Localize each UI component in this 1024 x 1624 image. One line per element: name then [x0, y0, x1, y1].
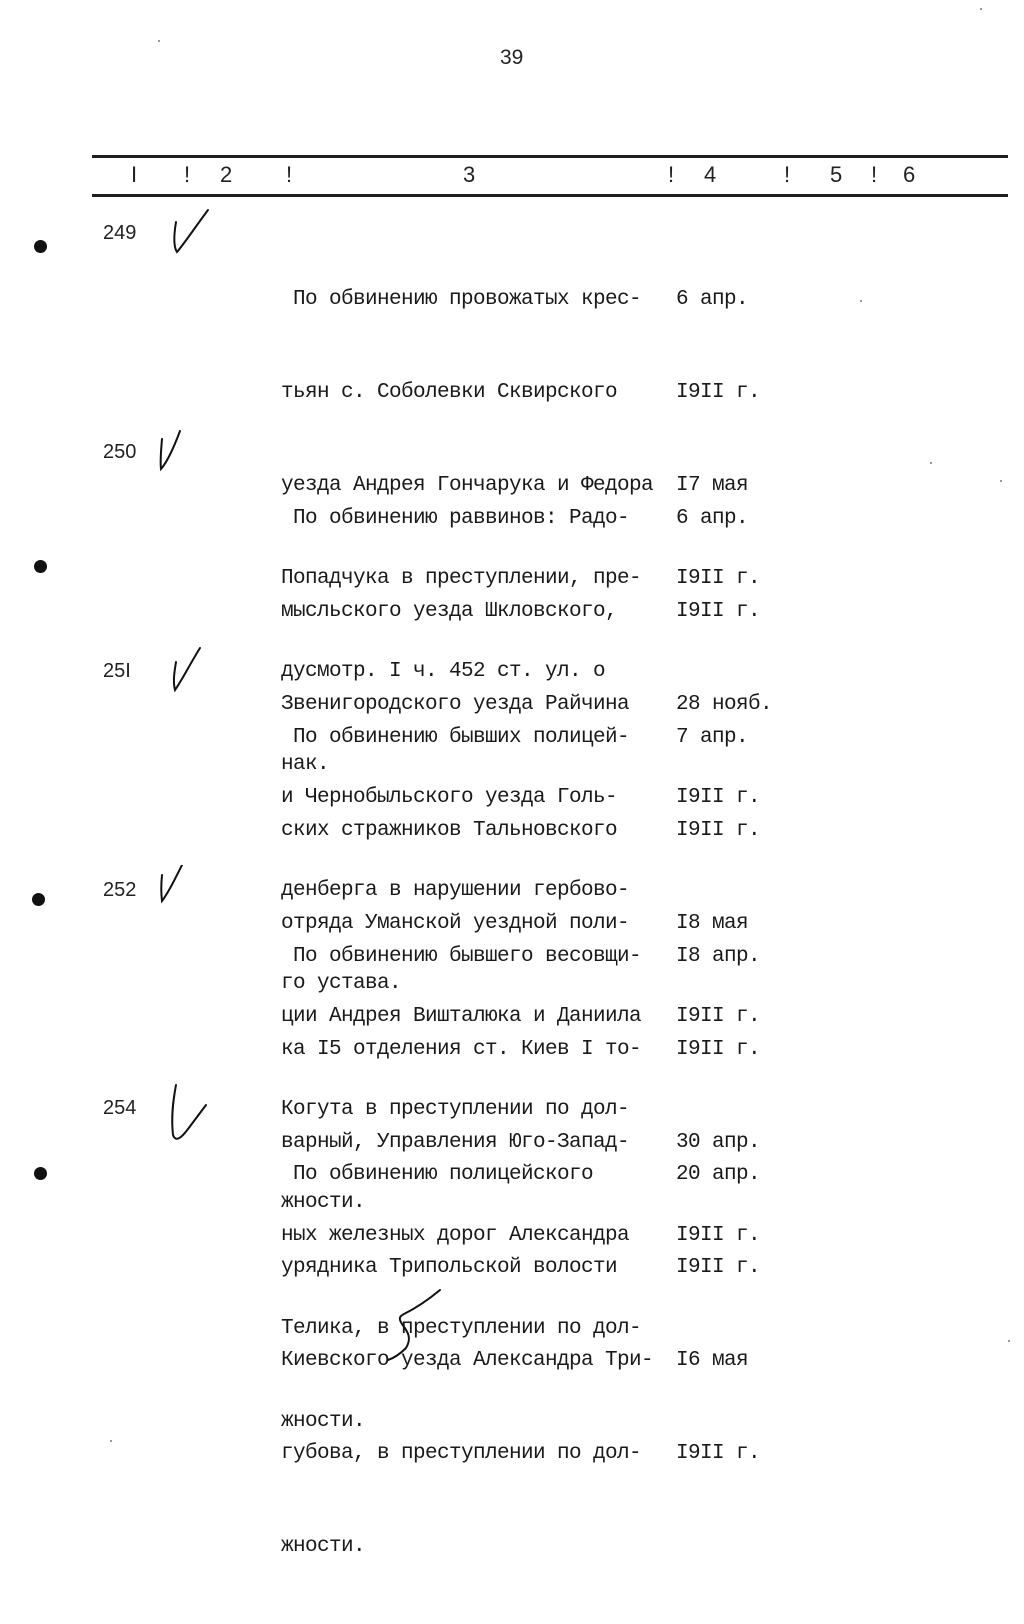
record-description [281, 1097, 653, 1624]
description-line: По обвинению бывшего весовщи- [281, 945, 642, 968]
date-line: I6 мая [676, 1349, 749, 1372]
scan-speck [1000, 480, 1002, 482]
description-line: По обвинению полицейского [281, 1163, 594, 1186]
date-line: I8 мая [676, 912, 749, 935]
handwritten-check-icon [168, 208, 214, 260]
handwritten-check-icon [164, 646, 210, 698]
description-line: нак. [281, 753, 330, 776]
description-line: отряда Уманской уездной поли- [281, 912, 630, 935]
description-line: и Чернобыльского уезда Голь- [281, 786, 618, 809]
scan-speck [980, 8, 982, 10]
description-line: ских стражников Тальновского [281, 819, 618, 842]
handwritten-sheet-number [382, 1288, 452, 1368]
description-line: ции Андрея Вишталюка и Даниила [281, 1005, 642, 1028]
date-line: 20 апр. [676, 1163, 761, 1186]
date-line: I7 мая [676, 474, 749, 497]
header-col-1: I [131, 162, 138, 187]
record-number: 250 [103, 441, 137, 463]
punch-hole-mark [34, 240, 47, 253]
date-line: I9II г. [676, 381, 761, 404]
description-line: Телика, в преступлении по дол- [281, 1317, 642, 1340]
date-line: I9II г. [676, 1005, 761, 1028]
record-number: 252 [103, 879, 137, 901]
scan-speck [110, 1440, 112, 1442]
date-line: I9II г. [676, 819, 761, 842]
description-line: тьян с. Соболевки Сквирского [281, 381, 618, 404]
description-line: Когута в преступлении по дол- [281, 1098, 630, 1121]
description-line: ка I5 отделения ст. Киев I то- [281, 1038, 642, 1061]
description-line: жности. [281, 1191, 366, 1214]
header-col-2: 2 [220, 162, 233, 187]
description-line: жности. [281, 1410, 366, 1433]
description-line: Попадчука в преступлении, пре- [281, 567, 642, 590]
description-line: урядника Трипольской волости [281, 1256, 618, 1279]
header-col-6: 6 [903, 162, 916, 187]
date-line: I9II г. [676, 1224, 761, 1247]
date-line: 28 нояб. [676, 693, 773, 716]
header-separator: ! [668, 162, 675, 187]
date-line: 7 апр. [676, 726, 749, 749]
handwritten-check-icon [164, 1083, 214, 1145]
description-line: По обвинению провожатых крес- [281, 288, 642, 311]
scan-speck [860, 300, 862, 302]
description-line: го устава. [281, 972, 402, 995]
date-line: 6 апр. [676, 288, 749, 311]
handwritten-check-icon [152, 865, 192, 915]
date-line: I8 апр. [676, 945, 761, 968]
description-line: По обвинению бывших полицей- [281, 726, 630, 749]
description-line: дусмотр. I ч. 452 ст. ул. о [281, 660, 606, 683]
date-line: I9II г. [676, 1442, 761, 1465]
description-line: мысльского уезда Шкловского, [281, 600, 618, 623]
table-header-rule-bottom [92, 194, 1008, 197]
date-line: I9II г. [676, 567, 761, 590]
description-line: варный, Управления Юго-Запад- [281, 1131, 630, 1154]
record-number: 249 [103, 222, 137, 244]
header-col-4: 4 [704, 162, 717, 187]
punch-hole-mark [34, 560, 47, 573]
description-line: денберга в нарушении гербово- [281, 879, 630, 902]
punch-hole-mark [34, 1167, 47, 1180]
description-line: губова, в преступлении по дол- [281, 1442, 642, 1465]
date-line: I9II г. [676, 1038, 761, 1061]
date-line: I9II г. [676, 600, 761, 623]
date-line: 30 апр. [676, 1131, 761, 1154]
scan-speck [158, 40, 160, 42]
table-header-rule-top [92, 155, 1008, 158]
header-separator: ! [784, 162, 791, 187]
header-separator: ! [184, 162, 191, 187]
record-number: 25I [103, 660, 131, 682]
page-number: 39 [500, 46, 524, 69]
header-separator: ! [871, 162, 878, 187]
description-line: По обвинению раввинов: Радо- [281, 507, 630, 530]
record-dates [676, 1097, 760, 1531]
header-separator: ! [286, 162, 293, 187]
date-line: I9II г. [676, 786, 761, 809]
scan-speck [930, 462, 932, 464]
header-col-3: 3 [463, 162, 476, 187]
date-line: I9II г. [676, 1256, 761, 1279]
punch-hole-mark [32, 893, 45, 906]
record-number: 254 [103, 1097, 137, 1119]
description-line: уезда Андрея Гончарука и Федора [281, 474, 654, 497]
date-line: 6 апр. [676, 507, 749, 530]
description-line: ных железных дорог Александра [281, 1224, 630, 1247]
scan-speck [1008, 1340, 1010, 1342]
header-col-5: 5 [830, 162, 843, 187]
description-line: Киевского уезда Александра Три- [281, 1349, 654, 1372]
description-line: Звенигородского уезда Райчина [281, 693, 630, 716]
description-line: жности. [281, 1535, 366, 1558]
handwritten-check-icon [152, 427, 192, 477]
